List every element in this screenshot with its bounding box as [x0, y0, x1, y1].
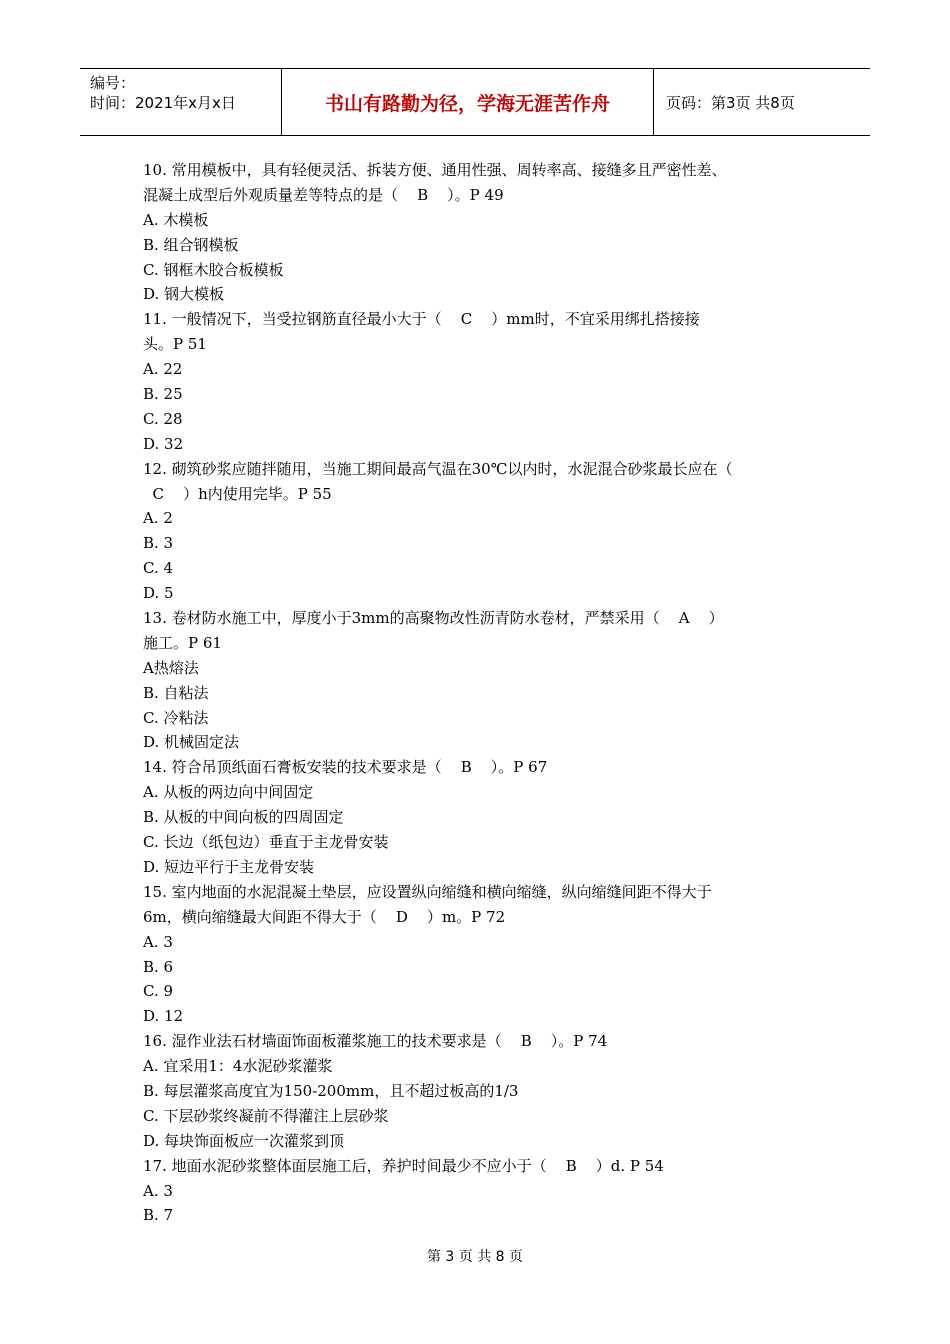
text-line: 6m，横向缩缝最大间距不得大于（ D ）m。P 72: [143, 907, 506, 926]
text-line: D. 5: [143, 584, 174, 603]
text-line: C. 长边（纸包边）垂直于主龙骨安装: [143, 833, 389, 852]
text-line: 16. 湿作业法石材墙面饰面板灌浆施工的技术要求是（ B ）。P 74: [143, 1032, 608, 1051]
text-line: 13. 卷材防水施工中，厚度小于3mm的高聚物改性沥青防水卷材，严禁采用（ A ）: [143, 609, 724, 628]
header-page-cell: [654, 69, 870, 135]
text-line: A. 2: [143, 509, 173, 528]
text-line: B. 每层灌浆高度宜为150-200mm，且不超过板高的1/3: [143, 1081, 519, 1100]
text-line: C. 4: [143, 559, 174, 578]
text-line: 施工。P 61: [143, 633, 222, 652]
motto-text: 书山有路勤为径，学海无涯苦作舟: [324, 92, 610, 115]
text-line: C. 冷粘法: [143, 708, 209, 727]
question-content: [143, 158, 808, 1228]
text-line: A. 3: [143, 1181, 173, 1200]
text-line: 10. 常用模板中，具有轻便灵活、拆装方便、通用性强、周转率高、接缝多且严密性差、: [143, 161, 727, 179]
text-line: 17. 地面水泥砂浆整体面层施工后，养护时间最少不应小于（ B ）d. P 54: [143, 1156, 664, 1175]
text-line: D. 机械固定法: [143, 733, 240, 752]
text-line: A. 22: [143, 360, 183, 379]
page-footer: [0, 1246, 950, 1266]
page-info: 页码：第3页 共8页: [666, 93, 795, 112]
text-line: 混凝土成型后外观质量差等特点的是（ B ）。P 49: [143, 185, 504, 204]
text-line: B. 3: [143, 534, 174, 553]
text-line: D. 12: [143, 1007, 184, 1026]
text-line: 12. 砌筑砂浆应随拌随用，当施工期间最高气温在30℃以内时，水泥混合砂浆最长应在（: [143, 459, 733, 478]
text-line: C. 9: [143, 982, 174, 1001]
text-line: C ）h内使用完毕。P 55: [143, 484, 332, 503]
text-line: A热熔法: [143, 658, 199, 677]
text-line: B. 25: [143, 385, 183, 404]
text-line: A. 3: [143, 932, 173, 951]
text-line: B. 从板的中间向板的四周固定: [143, 808, 344, 827]
text-line: B. 组合钢模板: [143, 235, 239, 254]
number-label: 编号：: [90, 74, 136, 92]
text-line: C. 下层砂浆终凝前不得灌注上层砂浆: [143, 1106, 389, 1125]
text-line: D. 每块饰面板应一次灌浆到顶: [143, 1131, 345, 1150]
header-meta-cell: [80, 69, 282, 135]
footer-page-number: 第 3 页 共 8 页: [426, 1249, 524, 1265]
text-line: 15. 室内地面的水泥混凝土垫层，应设置纵向缩缝和横向缩缝，纵向缩缝间距不得大于: [143, 882, 712, 901]
text-line: A. 木模板: [143, 210, 209, 229]
text-line: B. 7: [143, 1206, 174, 1225]
document-header: [80, 68, 870, 136]
text-line: A. 从板的两边向中间固定: [143, 783, 314, 802]
text-line: B. 自粘法: [143, 683, 209, 702]
text-line: C. 钢框木胶合板模板: [143, 260, 284, 279]
text-line: A. 宜采用1：4水泥砂浆灌浆: [143, 1057, 333, 1076]
text-line: D. 32: [143, 434, 184, 453]
text-line: 11. 一般情况下，当受拉钢筋直径最小大于（ C ）mm时，不宜采用绑扎搭接接: [143, 310, 700, 329]
text-line: 14. 符合吊顶纸面石膏板安装的技术要求是（ B ）。P 67: [143, 758, 548, 777]
time-label: 时间：2021年x月x日: [90, 94, 236, 112]
text-line: D. 钢大模板: [143, 285, 225, 304]
text-line: B. 6: [143, 957, 174, 976]
text-line: C. 28: [143, 409, 183, 428]
text-line: D. 短边平行于主龙骨安装: [143, 857, 315, 876]
header-motto-cell: [282, 69, 654, 135]
text-line: 头。P 51: [143, 335, 207, 354]
